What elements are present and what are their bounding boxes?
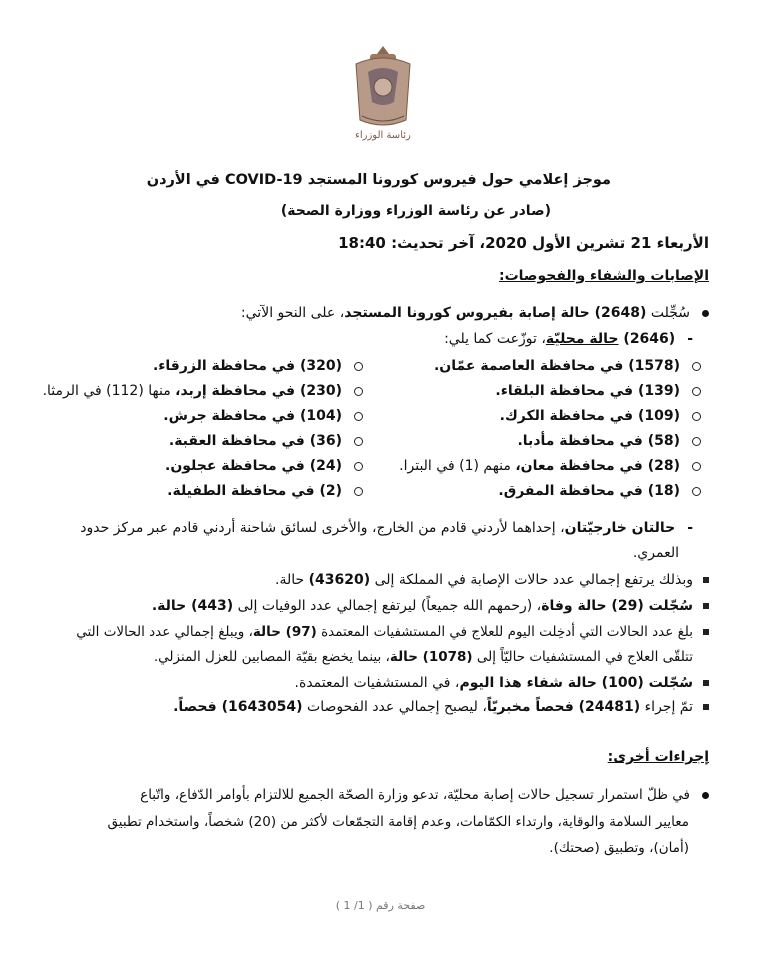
governorate-name: في محافظة إربد، [175,383,300,399]
governorate-item [169,431,363,451]
circle-bullet-icon [692,362,701,371]
stat-recovered [295,673,709,693]
case-count: (139) [637,383,680,399]
governorate-item [153,356,363,376]
governorate-item [399,456,701,476]
text-bold: (43620) [308,572,371,588]
governorate-name: في محافظة جرش. [163,408,300,424]
governorate-item [43,381,363,401]
circle-bullet-icon [354,362,363,371]
svg-text:رئاسة الوزراء: رئاسة الوزراء [355,130,411,141]
governorate-name: في محافظة معان، [515,458,648,474]
page-number: صفحة رقم ( 1/ 1 ) [335,899,426,912]
governorate-name: في محافظة المفرق. [498,483,648,499]
text-bold: سُجّلت (29) حالة وفاة [541,598,693,614]
bullet-icon [702,310,709,317]
external-cases-line-cont: العمري. [632,545,679,561]
square-bullet-icon [703,603,709,609]
case-count: (24) [309,458,342,474]
governorate-item [434,356,701,376]
circle-bullet-icon [354,462,363,471]
circle-bullet-icon [692,437,701,446]
circle-bullet-icon [692,387,701,396]
governorate-item [163,406,363,426]
governorate-name: في محافظة العاصمة عمّان. [433,358,629,374]
governorate-item [495,381,701,401]
case-count: (36) [309,433,342,449]
text: تتلقّى العلاج في المستشفيات حاليّاً إلى [472,649,693,665]
text: ، في المستشفيات المعتمدة. [294,675,460,691]
governorate-item [517,431,701,451]
circle-bullet-icon [692,412,701,421]
text: ، بينما يخضع بقيّة المصابين للعزل المنزلي. [153,649,390,665]
measures-line-1 [140,785,709,805]
text: في ظلّ استمرار تسجيل حالات إصابة محليّة، تدعو وزارة الصحّة الجميع للالتزام بأوامر الدّفاع، واتّباع [140,787,690,803]
square-bullet-icon [703,577,709,583]
circle-bullet-icon [354,387,363,396]
text: ، (رحمهم الله جميعاً) ليرتفع إجمالي عدد الوفيات إلى [233,598,542,614]
dash-bullet-icon: - [687,331,693,347]
governorate-name: في محافظة الكرك. [499,408,638,424]
text-bold: سُجّلت (100) حالة شفاء هذا اليوم [459,675,693,691]
governorate-name: في محافظة الطفيلة. [167,483,320,499]
case-count: (1578) [628,358,680,374]
case-count: (109) [637,408,680,424]
governorate-name: في محافظة البلقاء. [495,383,638,399]
governorate-note: منهم (1) في البترا. [399,458,516,474]
local-cases-line [444,329,693,349]
text: ، ليصبح إجمالي عدد الفحوصات [302,699,487,715]
governorate-item [500,406,701,426]
text-bold: (1643054) فحصاً. [173,699,303,715]
governorate-note: منها (112) في الرمثا. [42,383,176,399]
text-bold: حالتان خارجيّتان [564,520,676,536]
dash-bullet-icon: - [687,520,693,536]
text: سُجِّلت [646,305,690,321]
stat-deaths [152,596,709,616]
governorate-name: في محافظة العقبة. [168,433,310,449]
case-count: (18) [647,483,680,499]
document-title: موجز إعلامي حول فيروس كورونا المستجد COVID-19 في الأردن [146,172,611,188]
governorate-name: في محافظة عجلون. [165,458,310,474]
square-bullet-icon [703,629,709,635]
text-bold: (2648) حالة إصابة بفيروس كورونا المستجد [344,305,647,321]
circle-bullet-icon [354,437,363,446]
case-count: (230) [299,383,342,399]
jordan-coat-of-arms-logo [348,42,418,142]
circle-bullet-icon [354,412,363,421]
bullet-icon [702,792,709,799]
text: ، ويبلغ إجمالي عدد الحالات التي [76,624,253,640]
square-bullet-icon [703,680,709,686]
section-heading-cases: الإصابات والشفاء والفحوصات: [499,268,709,284]
text-bold: حالة محليّة [545,331,619,347]
governorate-name: في محافظة مأدبا. [517,433,648,449]
case-count: (28) [647,458,680,474]
case-count: (2) [319,483,342,499]
text: ، إحداهما لأردني قادم من الخارج، والأخرى لسائق شاحنة أردني قادم عبر مركز حدود [80,520,565,536]
stat-hospital [76,622,709,642]
square-bullet-icon [703,704,709,710]
circle-bullet-icon [354,487,363,496]
measures-line-2: معايير السلامة والوقاية، وارتداء الكمّامات، وعدم إقامة التجمّعات لأكثر من (20) شخصاً، واستخدام تطبيق [107,814,689,830]
governorate-item [167,481,363,501]
text-bold: (443) حالة. [151,598,234,614]
governorate-item [165,456,363,476]
text: حالة. [275,572,309,588]
governorate-name: في محافظة الزرقاء. [152,358,300,374]
document-date: الأربعاء 21 تشرين الأول 2020، آخر تحديث: 18:40 [338,234,709,252]
circle-bullet-icon [692,487,701,496]
circle-bullet-icon [692,462,701,471]
text-bold: (1078) حالة [389,649,473,665]
stat-hospital-cont [154,647,693,667]
text-bold: (97) حالة [252,624,317,640]
text: وبذلك يرتفع إجمالي عدد حالات الإصابة في المملكة إلى [370,572,693,588]
case-count: (58) [647,433,680,449]
measures-line-3: (أمان)، وتطبيق (صحتك). [549,840,689,856]
stat-total-cases [275,570,709,590]
text-bold: (24481) فحصاً مخبريّاً [486,699,641,715]
case-count: (320) [299,358,342,374]
intro-bullet [241,303,709,323]
text: ، توزّعت كما يلي: [444,331,546,347]
governorate-item [498,481,701,501]
document-subtitle: (صادر عن رئاسة الوزراء ووزارة الصحة) [280,203,551,219]
text: بلغ عدد الحالات التي أدخِلت اليوم للعلاج في المستشفيات المعتمدة [316,624,693,640]
case-count: (104) [299,408,342,424]
text: تمّ إجراء [640,699,693,715]
text: ، على النحو الآتي: [240,305,345,321]
text-bold: (2646) [618,331,676,347]
section-heading-other-measures: إجراءات أخرى: [607,749,709,765]
external-cases-line [80,518,693,538]
stat-tests [173,697,709,717]
